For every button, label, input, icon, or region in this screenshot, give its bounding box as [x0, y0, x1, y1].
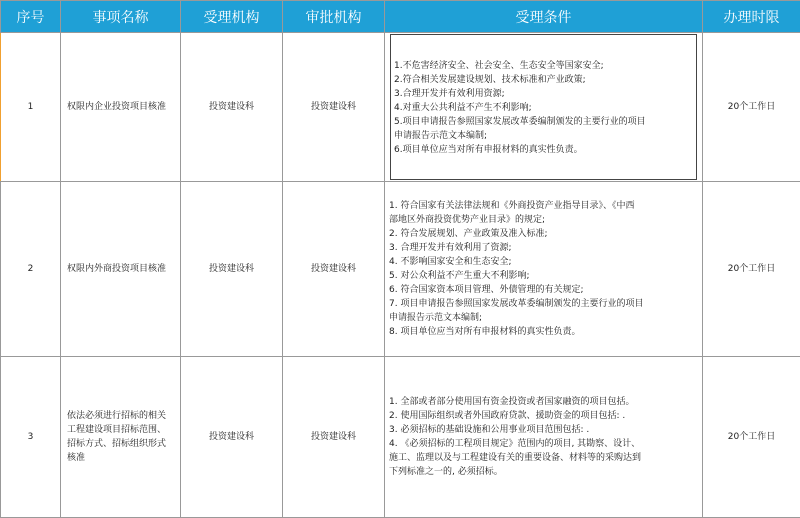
- row-approve-org[interactable]: 投资建设科: [283, 182, 385, 357]
- header-approve-org[interactable]: 审批机构: [283, 1, 385, 33]
- row-conditions[interactable]: [385, 182, 703, 357]
- condition-line: 下列标准之一的, 必须招标。: [389, 465, 698, 479]
- condition-line: 3. 必须招标的基础设施和公用事业项目范围包括: .: [389, 423, 698, 437]
- row-no[interactable]: 2: [1, 182, 61, 357]
- row-no[interactable]: 1: [1, 33, 61, 182]
- row-conditions[interactable]: [385, 33, 703, 182]
- row-time-limit[interactable]: 20个工作日: [703, 357, 800, 518]
- condition-line: 1. 符合国家有关法律法规和《外商投资产业指导目录》、《中西: [389, 199, 698, 213]
- condition-line: 6.项目单位应当对所有申报材料的真实性负责。: [394, 143, 693, 157]
- condition-line: 3. 合理开发并有效利用了资源;: [389, 241, 698, 255]
- header-no[interactable]: 序号: [1, 1, 61, 33]
- condition-line: 1. 全部或者部分使用国有资金投资或者国家融资的项目包括。: [389, 395, 698, 409]
- header-accept-org[interactable]: 受理机构: [181, 1, 283, 33]
- row-time-limit[interactable]: 20个工作日: [703, 182, 800, 357]
- condition-line: 4. 《必须招标的工程项目规定》范围内的项目, 其勘察、设计、: [389, 437, 698, 451]
- condition-line: 2. 使用国际组织或者外国政府贷款、援助资金的项目包括: .: [389, 409, 698, 423]
- row-approve-org[interactable]: 投资建设科: [283, 357, 385, 518]
- row-approve-org[interactable]: 投资建设科: [283, 33, 385, 182]
- header-row: [1, 1, 800, 33]
- condition-line: 4.对重大公共利益不产生不利影响;: [394, 101, 693, 115]
- header-name[interactable]: 事项名称: [61, 1, 181, 33]
- condition-line: 3.合理开发并有效利用资源;: [394, 87, 693, 101]
- condition-line: 申请报告示范文本编制;: [394, 129, 693, 143]
- condition-line: 2.符合相关发展建设规划、技术标准和产业政策;: [394, 73, 693, 87]
- selected-cell-box: [390, 34, 697, 180]
- row-conditions[interactable]: [385, 357, 703, 518]
- header-time-limit[interactable]: 办理时限: [703, 1, 800, 33]
- condition-line: 7. 项目申请报告参照国家发展改革委编制颁发的主要行业的项目: [389, 297, 698, 311]
- row-no[interactable]: 3: [1, 357, 61, 518]
- condition-line: 6. 符合国家资本项目管理、外债管理的有关规定;: [389, 283, 698, 297]
- condition-line: 施工、监理以及与工程建设有关的重要设备、材料等的采购达到: [389, 451, 698, 465]
- condition-line: 5.项目申请报告参照国家发展改革委编制颁发的主要行业的项目: [394, 115, 693, 129]
- condition-line: 2. 符合发展规划、产业政策及准入标准;: [389, 227, 698, 241]
- table-row: [1, 357, 800, 518]
- condition-line: 1.不危害经济安全、社会安全、生态安全等国家安全;: [394, 59, 693, 73]
- header-conditions[interactable]: 受理条件: [385, 1, 703, 33]
- table-row: [1, 33, 800, 182]
- condition-line: 4. 不影响国家安全和生态安全;: [389, 255, 698, 269]
- row-accept-org[interactable]: 投资建设科: [181, 33, 283, 182]
- row-accept-org[interactable]: 投资建设科: [181, 182, 283, 357]
- condition-line: 8. 项目单位应当对所有申报材料的真实性负责。: [389, 325, 698, 339]
- condition-line: 申请报告示范文本编制;: [389, 311, 698, 325]
- table-row: [1, 182, 800, 357]
- row-name[interactable]: 依法必须进行招标的相关工程建设项目招标范围、招标方式、招标组织形式核准: [61, 357, 181, 518]
- row-name[interactable]: 权限内企业投资项目核准: [61, 33, 181, 182]
- row-time-limit[interactable]: 20个工作日: [703, 33, 800, 182]
- row-name[interactable]: 权限内外商投资项目核准: [61, 182, 181, 357]
- condition-line: 部地区外商投资优势产业目录》的规定;: [389, 213, 698, 227]
- row-accept-org[interactable]: 投资建设科: [181, 357, 283, 518]
- condition-line: 5. 对公众利益不产生重大不利影响;: [389, 269, 698, 283]
